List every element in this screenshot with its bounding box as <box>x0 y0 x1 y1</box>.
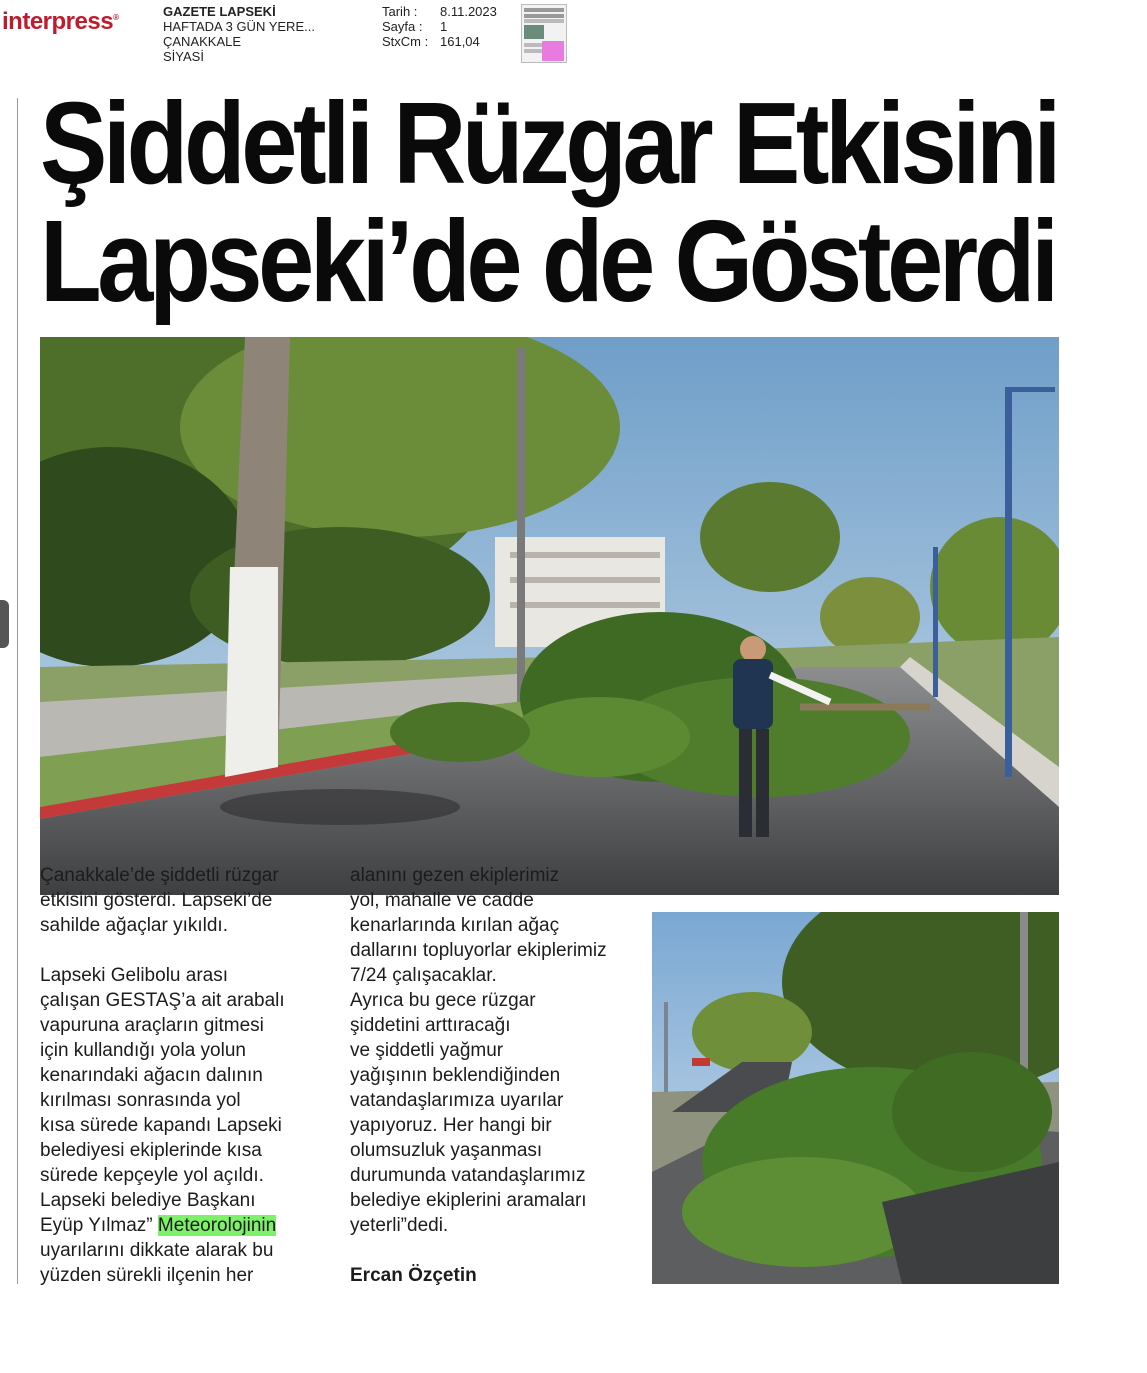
clipping-info <box>382 4 497 49</box>
stxcm-label: StxCm : <box>382 34 429 49</box>
headline-line-1: Şiddetli Rüzgar Etkisini <box>40 78 1058 208</box>
body-line: kenarlarında kırılan ağaç <box>350 915 560 936</box>
publication-city: ÇANAKKALE <box>163 34 242 49</box>
body-line: Lapseki belediye Başkanı <box>40 1190 256 1211</box>
publication-name: GAZETE LAPSEKİ <box>163 4 276 19</box>
body-line: yapıyoruz. Her hangi bir <box>350 1115 552 1136</box>
body-line: yeterli”dedi. <box>350 1215 449 1236</box>
page-row <box>382 19 497 34</box>
date-label: Tarih : <box>382 4 418 19</box>
body-line: Lapseki Gelibolu arası <box>40 965 228 986</box>
body-line: çalışan GESTAŞ’a ait arabalı <box>40 990 285 1011</box>
secondary-photo <box>652 912 1059 1284</box>
quote-start: Eyüp Yılmaz” <box>40 1215 158 1236</box>
headline-line-2: Lapseki’de de Gösterdi <box>40 196 1055 326</box>
publication-frequency: HAFTADA 3 GÜN YERE... <box>163 19 315 34</box>
body-line: vapuruna araçların gitmesi <box>40 1015 264 1036</box>
body-paragraph <box>350 863 650 1238</box>
headline <box>40 78 1058 326</box>
body-line: olumsuzluk yaşanması <box>350 1140 543 1161</box>
body-line: vatandaşlarımıza uyarılar <box>350 1090 564 1111</box>
date-value: 8.11.2023 <box>440 4 497 19</box>
body-line: için kullandığı yola yolun <box>40 1040 246 1061</box>
lead-line: sahilde ağaçlar yıkıldı. <box>40 915 228 936</box>
highlighted-keyword: Meteorolojinin <box>157 1215 277 1236</box>
body-line: dallarını topluyorlar ekiplerimiz <box>350 940 607 961</box>
page-thumbnail[interactable] <box>521 4 567 63</box>
date-row <box>382 4 497 19</box>
publication-info <box>163 4 315 64</box>
page-label: Sayfa : <box>382 19 423 34</box>
lead-line: Çanakkale’de şiddetli rüzgar <box>40 865 279 886</box>
article-column-2 <box>350 863 650 1288</box>
main-photo <box>40 337 1059 895</box>
byline: Ercan Özçetin <box>350 1265 477 1286</box>
body-line: kısa sürede kapandı Lapseki <box>40 1115 282 1136</box>
page-border-rule <box>17 98 18 1284</box>
lead-line: etkisini gösterdi. Lapseki’de <box>40 890 273 911</box>
clipping-marker <box>542 41 564 61</box>
lead-paragraph <box>40 863 340 938</box>
stxcm-value: 161,04 <box>440 34 480 49</box>
body-line: yol, mahalle ve cadde <box>350 890 534 911</box>
body-line: alanını gezen ekiplerimiz <box>350 865 560 886</box>
body-line: 7/24 çalışacaklar. <box>350 965 497 986</box>
publication-category: SİYASİ <box>163 49 204 64</box>
body-line: sürede kepçeyle yol açıldı. <box>40 1165 264 1186</box>
body-line: yağışının beklendiğinden <box>350 1065 561 1086</box>
body-line: belediye ekiplerini aramaları <box>350 1190 587 1211</box>
body-line: belediyesi ekiplerinde kısa <box>40 1140 262 1161</box>
body-paragraph <box>40 963 340 1288</box>
body-line: şiddetini arttıracağı <box>350 1015 511 1036</box>
body-line: ve şiddetli yağmur <box>350 1040 504 1061</box>
interpress-logo: interpress® <box>2 8 119 35</box>
page-value: 1 <box>440 19 448 34</box>
scan-edge-tab <box>0 600 9 648</box>
body-line: kenarındaki ağacın dalının <box>40 1065 263 1086</box>
article-column-1 <box>40 863 340 1288</box>
body-line: kırılması sonrasında yol <box>40 1090 241 1111</box>
body-line: durumunda vatandaşlarımız <box>350 1165 586 1186</box>
body-line-highlighted <box>40 1213 340 1238</box>
body-line: Ayrıca bu gece rüzgar <box>350 990 536 1011</box>
body-line: yüzden sürekli ilçenin her <box>40 1265 254 1286</box>
body-line: uyarılarını dikkate alarak bu <box>40 1240 274 1261</box>
stxcm-row <box>382 34 497 49</box>
